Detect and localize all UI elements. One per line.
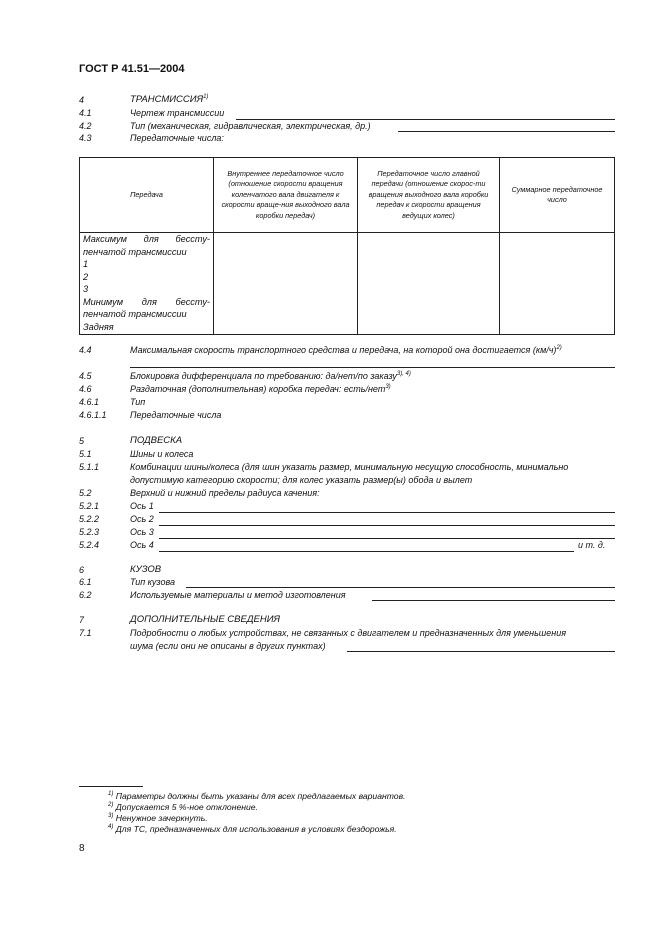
section-5-number: 5 (79, 436, 85, 446)
etc-text: и т. д. (578, 540, 606, 550)
footnote-2: $^{2)}$ Допускается 5 %-ное отклонение. (108, 802, 258, 812)
item-number: 6.1 (79, 577, 92, 587)
item-number: 4.6.1.1 (79, 410, 107, 420)
section-4-footnote-ref: 1) (203, 94, 209, 100)
gear-row-max-cont: пенчатой трансмиссии (83, 246, 187, 257)
footnote-3: $^{3)}$ Ненужное зачеркнуть. (108, 813, 208, 823)
gear-row-2: 2 (83, 271, 89, 282)
fill-line (236, 119, 615, 120)
gear-row-min: Минимум для бессту- (83, 296, 210, 307)
fill-line (130, 367, 615, 368)
final-drive-ratio-cell (358, 233, 500, 335)
item-noise-devices-line1: Подробности о любых устройствах, не связанных с двигателем и предназначенных для уменьшения (130, 628, 567, 638)
footnote-4: $^{4)}$ Для ТС, предназначенных для использования в условиях бездорожья. (108, 824, 397, 834)
section-5-title: ПОДВЕСКА (130, 435, 183, 446)
section-7-title: ДОПОЛНИТЕЛЬНЫЕ СВЕДЕНИЯ (130, 614, 280, 625)
item-body-materials: Используемые материалы и метод изготовления (130, 590, 346, 600)
item-number: 4.6.1 (79, 397, 100, 407)
footnote-separator (79, 786, 143, 787)
item-number: 5.2.4 (79, 540, 100, 550)
section-4-title (130, 94, 208, 105)
item-number: 5.2 (79, 488, 92, 498)
table-header-final-drive-ratio: Передаточное число главной передачи (отношение скорос-ти вращения выходного вала коробки передач к скорости вращения ведущих колес) (358, 158, 500, 233)
item-number: 6.2 (79, 590, 92, 600)
section-7-number: 7 (79, 615, 85, 625)
table-header-gear: Передача (80, 158, 214, 233)
item-gear-ratios: Передаточные числа: (130, 133, 224, 143)
item-number: 4.2 (79, 121, 92, 131)
item-number: 5.2.2 (79, 514, 100, 524)
table-header-total-ratio: Суммарное передаточное число (500, 158, 615, 233)
item-rolling-radius: Верхний и нижний пределы радиуса качения: (130, 488, 320, 498)
item-transfer-type: Тип (130, 397, 146, 407)
fill-line (372, 600, 615, 601)
item-number: 5.2.3 (79, 527, 100, 537)
fill-line (159, 525, 615, 526)
item-drawing: Чертеж трансмиссии (130, 108, 225, 118)
item-number: 4.5 (79, 371, 92, 381)
table-header-row (80, 158, 615, 233)
fill-line (159, 538, 615, 539)
fill-line (159, 551, 574, 552)
item-number: 4.6 (79, 384, 92, 394)
item-number: 4.1 (79, 108, 92, 118)
total-ratio-cell (500, 233, 615, 335)
item-noise-devices-line2: шума (если они не описаны в других пунктах) (130, 641, 326, 651)
item-transfer-case: Раздаточная (дополнительная) коробка передач: есть/нет$^{3)}$ (130, 384, 391, 394)
item-transfer-ratios: Передаточные числа (130, 410, 222, 420)
section-4-number: 4 (79, 95, 85, 105)
item-tyre-combinations-line2: допустимую категорию скорости; для колес указать размер(ы) обода и вылет (130, 475, 473, 485)
internal-ratio-cell (214, 233, 358, 335)
item-diff-lock: Блокировка дифференциала по требованию: да/нет/по заказу$^{3), 4)}$ (130, 371, 411, 381)
item-number: 4.4 (79, 345, 92, 355)
gear-row-1: 1 (83, 259, 89, 269)
page-number: 8 (79, 843, 85, 854)
gear-row-min-cont: пенчатой трансмиссии (83, 309, 187, 319)
item-number: 4.3 (79, 133, 92, 143)
gear-row-reverse: Задняя (83, 321, 114, 332)
table-header-internal-ratio: Внутреннее передаточное число (отношение скорости вращения коленчатого вала двигателя к скорости враще-ния выходного вала коробки передач) (214, 158, 358, 233)
item-number: 5.1 (79, 449, 92, 459)
gear-row-max: Максимум для бессту- (83, 234, 210, 244)
section-4-title-text: ТРАНСМИССИЯ (130, 94, 204, 106)
table-body-row (80, 233, 615, 335)
section-6-number: 6 (79, 565, 85, 575)
item-number: 5.1.1 (79, 462, 100, 472)
item-axle-3: Ось 3 (130, 527, 154, 537)
standard-header: ГОСТ Р 41.51—2004 (79, 63, 185, 75)
item-number: 5.2.1 (79, 501, 100, 511)
item-axle-4: Ось 4 (130, 540, 154, 550)
item-tyres-wheels: Шины и колеса (130, 449, 194, 459)
item-body-type: Тип кузова (130, 577, 175, 587)
gear-ratio-table (79, 157, 615, 335)
section-6-title: КУЗОВ (130, 564, 162, 575)
item-transmission-type: Тип (механическая, гидравлическая, электрическая, др.) (130, 121, 371, 131)
footnote-1: $^{1)}$ Параметры должны быть указаны для всех предлагаемых вариантов. (108, 791, 406, 801)
fill-line (398, 131, 615, 132)
item-axle-1: Ось 1 (130, 501, 154, 511)
gear-list-cell (80, 233, 214, 335)
gear-row-3: 3 (83, 284, 89, 294)
item-number: 7.1 (79, 628, 92, 638)
item-axle-2: Ось 2 (130, 514, 154, 524)
item-tyre-combinations-line1: Комбинации шины/колеса (для шин указать размер, минимальную несущую способность, минимально (130, 462, 569, 472)
fill-line (186, 587, 615, 588)
fill-line (159, 512, 615, 513)
fill-line (347, 651, 615, 652)
item-max-speed: Максимальная скорость транспортного средства и передача, на которой она достигается $(км/ч)^{2)}$ (130, 345, 562, 355)
